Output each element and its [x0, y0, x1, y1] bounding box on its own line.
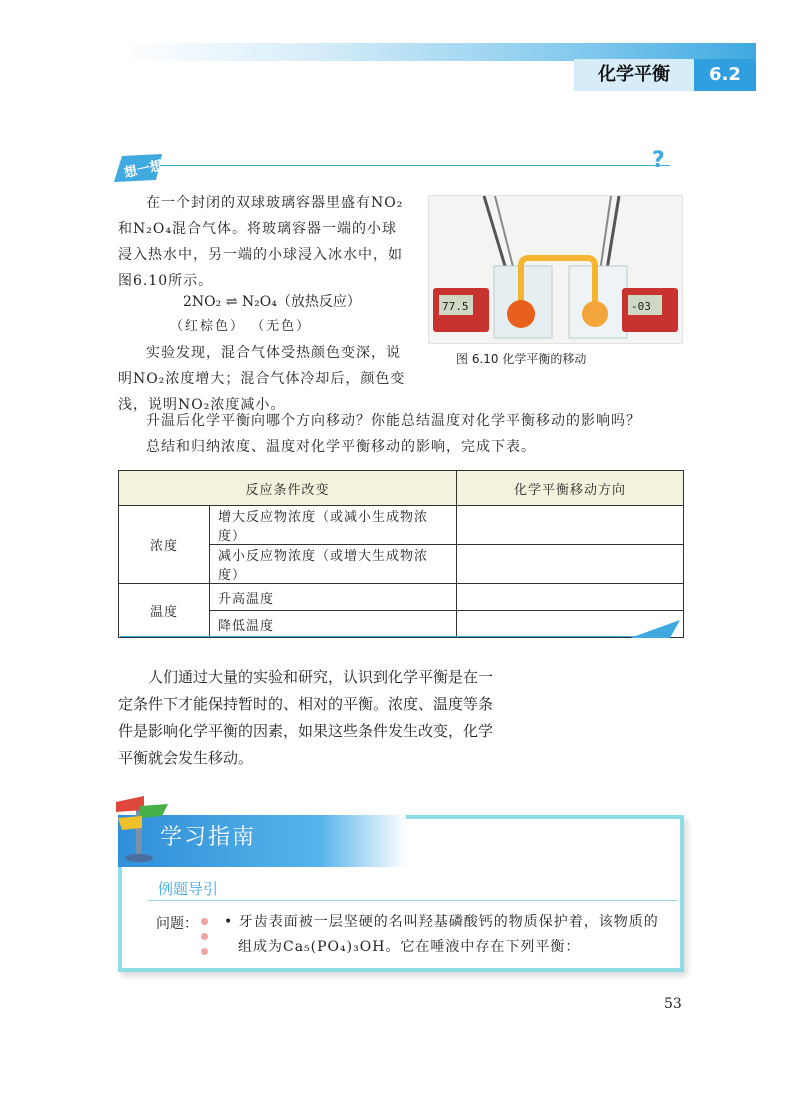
equation: 2NO₂ ⇌ N₂O₄（放热反应） — [183, 294, 361, 310]
table-row — [119, 506, 684, 545]
table-answer-cell[interactable] — [457, 545, 684, 584]
equation-colors: （红棕色） （无色） — [170, 319, 312, 334]
table-category: 温度 — [119, 584, 210, 638]
table-answer-cell[interactable] — [457, 506, 684, 545]
question-mark-icon: ? — [652, 148, 665, 173]
chapter-title: 化学平衡 — [574, 59, 694, 91]
think-badge-icon — [112, 152, 168, 186]
table-cell: 减小反应物浓度（或增大生成物浓度） — [210, 545, 457, 584]
think-badge — [112, 152, 168, 190]
table-answer-cell[interactable] — [457, 584, 684, 611]
problem-text: • 牙齿表面被一层坚硬的名叫羟基磷酸钙的物质保护着，该物质的 组成为Ca₅(PO₄)₃OH。它在唾液中存在下列平衡： — [224, 914, 659, 955]
page-number: 53 — [664, 996, 682, 1012]
table-cell: 降低温度 — [210, 611, 457, 638]
question-1: 升温后化学平衡向哪个方向移动？你能总结温度对化学平衡移动的影响吗？ — [146, 413, 641, 429]
table-row — [119, 584, 684, 611]
problem-label: 问题： — [156, 916, 198, 932]
example-divider — [148, 900, 678, 901]
think-paragraph-2: 实验发现，混合气体受热颜色变深，说明NO₂浓度增大；混合气体冷却后，颜色变浅，说明NO₂浓度减小。 — [118, 345, 406, 413]
section-number: 6.2 — [694, 59, 756, 91]
dots-icon — [201, 918, 208, 963]
think-divider — [160, 165, 670, 166]
example-heading: 例题导引 — [158, 880, 219, 898]
arrow-icon — [630, 618, 684, 644]
think-bottom-divider — [120, 636, 660, 637]
experiment-photo — [428, 195, 683, 344]
study-guide-title: 学习指南 — [160, 825, 257, 850]
main-paragraph: 人们通过大量的实验和研究，认识到化学平衡是在一定条件下才能保持暂时的、相对的平衡。浓度、温度等条件是影响化学平衡的因素，如果这些条件发生改变，化学平衡就会发生移动。 — [118, 668, 494, 767]
figure-caption: 图 6.10 化学平衡的移动 — [456, 352, 587, 366]
table-category: 浓度 — [119, 506, 210, 584]
svg-text:想一想: 想一想 — [122, 158, 165, 182]
equilibrium-table — [118, 470, 684, 638]
think-paragraph-1: 在一个封闭的双球玻璃容器里盛有NO₂和N₂O₄混合气体。将玻璃容器一端的小球浸入热水中，另一端的小球浸入冰水中，如图6.10所示。 — [118, 195, 404, 289]
table-header-condition: 反应条件改变 — [119, 471, 457, 506]
svg-text:-03: -03 — [631, 300, 651, 313]
table-cell: 升高温度 — [210, 584, 457, 611]
table-header-direction: 化学平衡移动方向 — [457, 471, 684, 506]
think-questions — [146, 408, 686, 460]
question-2: 总结和归纳浓度、温度对化学平衡移动的影响，完成下表。 — [146, 439, 536, 455]
table-cell: 增大反应物浓度（或减小生成物浓度） — [210, 506, 457, 545]
svg-text:77.5: 77.5 — [442, 300, 469, 313]
